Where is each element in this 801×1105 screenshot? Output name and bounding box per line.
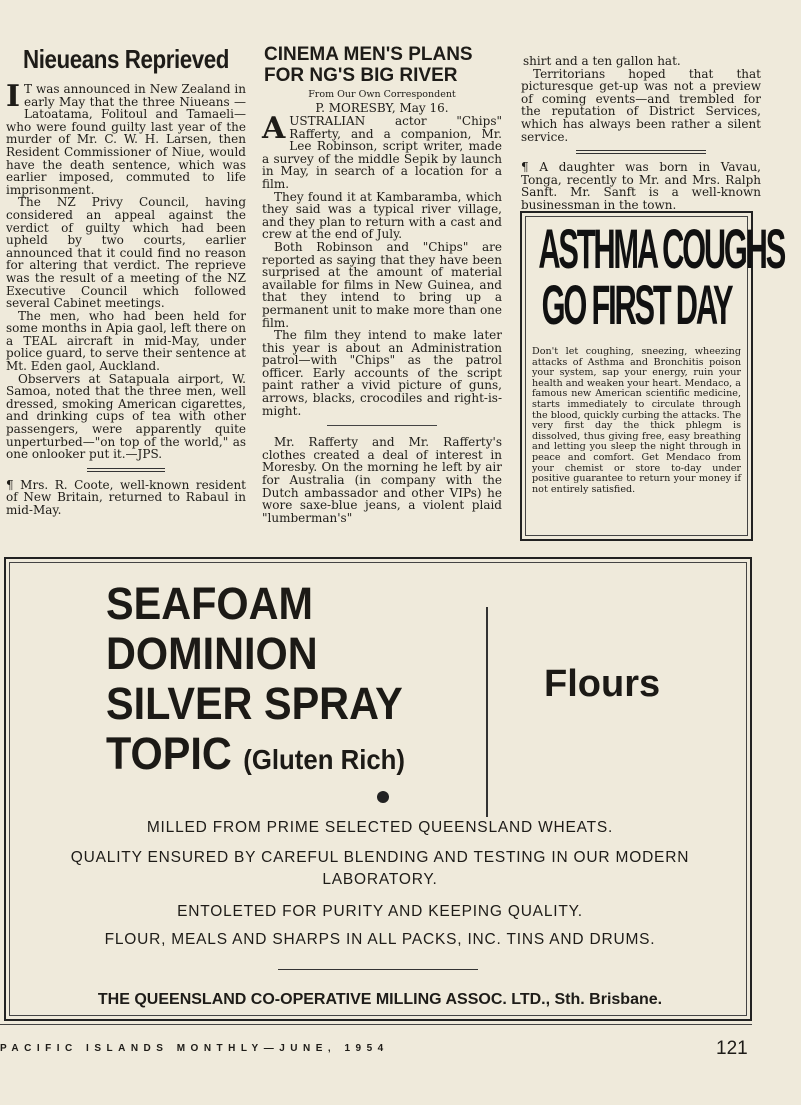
article-paragraph: I T was announced in New Zealand in early May that the three Niueans — Latoatama, Folitoul and Tamaeli—who were found guilty last year of the murder of Mr. C. W. H. Larsen, then Resident Commissioner of Niue, would have the death sentence, which was earlier imposed, commuted to life imprisonment. (6, 79, 246, 197)
double-rule-divider (576, 150, 706, 154)
page-number: 121 (716, 1038, 748, 1059)
article-niueans (6, 44, 246, 517)
ad-body-text: Don't let coughing, sneezing, wheezing attacks of Asthma and Bronchitis poison your system, sap your energy, ruin your health and weaken your heart. Mendaco, a famous new American scientific medicine, starts immediately to circulate through the blood, quickly curbing the attacks. The very first day the thick phlegm is dissolved, thus giving free, easy breathing and letting you sleep the night through in peace and comfort. Get Mendaco from your chemist or store to-day under positive guarantee to return your money if not entirely satisfied. (532, 346, 741, 495)
ad-feature-line: ENTOLETED FOR PURITY AND KEEPING QUALITY. (177, 903, 583, 920)
ad-feature-line: MILLED FROM PRIME SELECTED QUEENSLAND WHEATS. (146, 819, 614, 836)
article-paragraph: Territorians hoped that that picturesque get-up was not a preview of coming events—and trembled for the reputation of District Services, which has always been rather a silent service. (521, 66, 761, 144)
ad-feature-line: QUALITY ENSURED BY CAREFUL BLENDING AND TESTING IN OUR MODERN LABORATORY. (70, 849, 690, 888)
ad-headline: ASTHMA COUGHS GO FIRST DAY (538, 217, 785, 336)
bullet-dot (377, 791, 389, 803)
dateline: P. MORESBY, May 16. (315, 101, 449, 115)
article-paragraph: shirt and a ten gallon hat. (523, 54, 681, 68)
news-brief: ¶ A daughter was born in Vavau, Tonga, recently to Mr. and Mrs. Ralph Sanft. Mr. Sanft is a well-known businessman in the town. (521, 160, 761, 212)
brace-divider (486, 607, 488, 817)
article-paragraph: The film they intend to make later this year is about an Administration patrol—with "Chips" as the patrol officer. Early accounts of the script paint rather a vivid picture of guns, arrows, blacks, crocodiles and right-is-might. (262, 328, 502, 418)
news-brief: ¶ Mrs. R. Coote, well-known resident of New Britain, returned to Rabaul in mid-May. (6, 477, 246, 517)
footer-rule (0, 1024, 752, 1025)
brand-name: SEAFOAM (106, 578, 313, 629)
brand-name: DOMINION (106, 628, 318, 679)
article-paragraph: The men, who had been held for some months in Apia gaol, left there on a TEAL aircraft in mid-May, under police guard, to serve their sentence at Mt. Eden gaol, Auckland. (6, 308, 246, 374)
article-headline: CINEMA MEN'S PLANS FOR NG'S BIG RIVER (264, 44, 473, 86)
ad-feature-line: FLOUR, MEALS AND SHARPS IN ALL PACKS, INC. TINS AND DRUMS. (104, 931, 656, 948)
article-paragraph: Both Robinson and "Chips" are reported as saying that they have been surprised at the amount of material available for films in New Guinea, and that they intend to bring up a permanent unit to make more than one film. (262, 239, 502, 330)
section-divider (327, 425, 437, 426)
brand-list (106, 579, 456, 785)
article-cinema (262, 44, 502, 524)
article-paragraph: They found it at Kambaramba, which they said was a typical river village, and they plan to return with a cast and crew at the end of July. (262, 189, 502, 242)
masthead-footer: PACIFIC ISLANDS MONTHLY—JUNE, 1954 (0, 1043, 389, 1054)
brand-name: SILVER SPRAY (106, 678, 403, 729)
brand-name: TOPIC (Gluten Rich) (106, 728, 405, 779)
asthma-advertisement (520, 211, 785, 541)
drop-cap: I (6, 79, 21, 114)
article-paragraph: AUSTRALIAN actor "Chips" Rafferty, and a companion, Mr. Lee Robinson, script writer, made a survey of the middle Sepik by launch in May, in search of a location for a film. (262, 111, 502, 191)
article-continued (521, 55, 761, 212)
article-paragraph: The NZ Privy Council, having considered an appeal against the verdict of guilty which had been upheld by two courts, earlier announced that it could find no reason for altering that verdict. The reprieve was the result of a meeting of the NZ Executive Council which followed several Cabinet meetings. (6, 195, 246, 311)
drop-cap: A (262, 111, 286, 146)
article-paragraph: Mr. Rafferty and Mr. Rafferty's clothes created a deal of interest in Moresby. On the morning he left by air for Australia (in company with the Dutch ambassador and other VIPs) he wore saxe-blue jeans, a violent plaid "lumberman's" (262, 435, 502, 525)
flour-advertisement (4, 557, 752, 1021)
double-rule-divider (87, 468, 165, 472)
article-paragraph: Observers at Satapuala airport, W. Samoa, noted that the three men, well dressed, smoking American cigarettes, and drinking cups of tea with other passengers, were apparently quite unperturbed—"on top of the world," as one onlooker put it.—JPS. (6, 371, 246, 462)
ad-rule (278, 969, 478, 970)
company-name: THE QUEENSLAND CO-OPERATIVE MILLING ASSOC. LTD., Sth. Brisbane. (97, 991, 663, 1008)
byline: From Our Own Correspondent (308, 89, 456, 100)
product-label: Flours (544, 663, 661, 705)
article-headline: Nieueans Reprieved (22, 44, 230, 74)
